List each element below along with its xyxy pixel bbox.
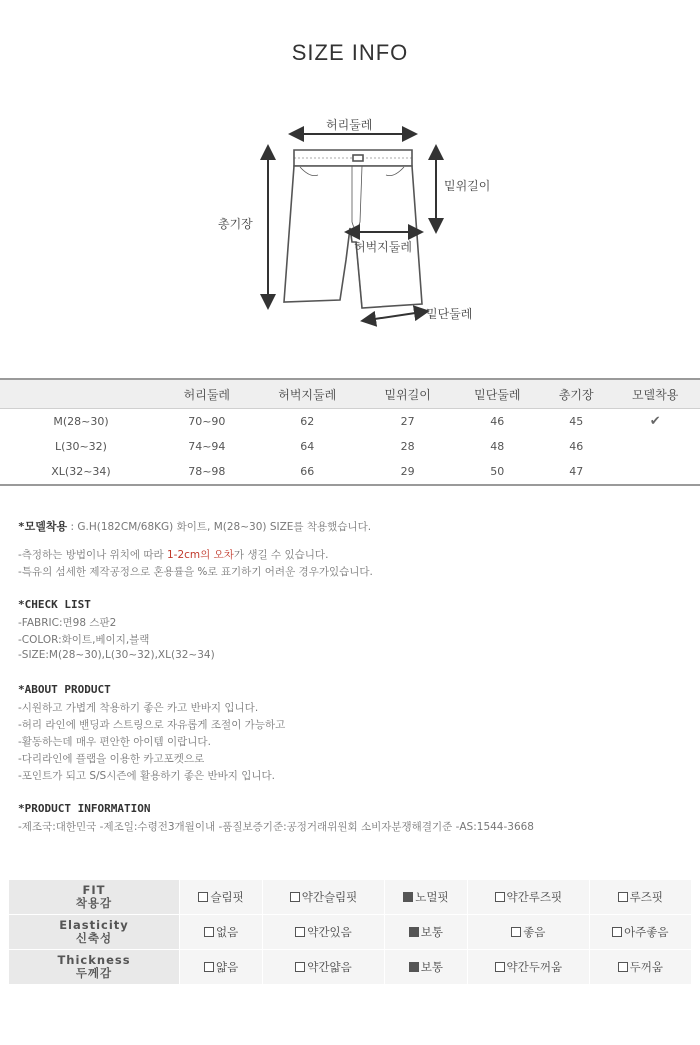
elasticity-option-label: 보통 — [420, 925, 444, 939]
waist-cell: 74~94 — [188, 440, 226, 453]
list-item: -활동하는데 매우 편안한 아이템 이랍니다. — [18, 736, 211, 748]
elasticity-option-label: 아주좋음 — [624, 925, 669, 939]
checkbox-checked-icon — [403, 892, 413, 902]
length-cell: 47 — [542, 459, 610, 485]
checkbox-icon — [295, 927, 305, 937]
about-product-heading: *ABOUT PRODUCT — [18, 683, 111, 696]
elasticity-option — [263, 915, 385, 950]
checkbox-icon — [495, 962, 505, 972]
rise-cell: 28 — [400, 440, 415, 453]
fit-label — [9, 880, 180, 915]
checkbox-icon — [495, 892, 505, 902]
header-thigh: 허벅지둘레 — [252, 379, 363, 409]
checkbox-icon — [204, 927, 214, 937]
thickness-option-label: 두꺼움 — [629, 960, 663, 974]
thickness-row — [9, 950, 692, 985]
checkbox-icon — [511, 927, 521, 937]
checkbox-icon — [290, 892, 300, 902]
thickness-label — [9, 950, 180, 985]
size-cell: M(28~30) — [53, 415, 109, 428]
elasticity-label — [9, 915, 180, 950]
waist-cell: 78~98 — [162, 459, 252, 485]
size-cell: XL(32~34) — [0, 459, 162, 485]
fit-option-label: 슬림핏 — [210, 890, 244, 904]
list-item: -COLOR:화이트,베이지,블랙 — [18, 634, 150, 646]
elasticity-option-label: 약간있음 — [307, 925, 352, 939]
size-table — [0, 378, 700, 486]
checkbox-icon — [618, 962, 628, 972]
measure-note-highlight: 1-2cm의 오차 — [167, 549, 234, 561]
header-size — [0, 379, 162, 409]
elasticity-option — [384, 915, 467, 950]
model-note-text: : G.H(182CM/68KG) 화이트, M(28~30) SIZE를 착용했습니다. — [67, 521, 372, 533]
thickness-option-label: 보통 — [420, 960, 444, 974]
header-length: 총기장 — [542, 379, 610, 409]
thigh-cell: 64 — [300, 440, 315, 453]
fit-label-ko: 착용감 — [75, 896, 113, 910]
elasticity-option-label: 없음 — [216, 925, 239, 939]
thickness-option — [180, 950, 263, 985]
elasticity-option — [589, 915, 691, 950]
check-list-heading: *CHECK LIST — [18, 598, 91, 611]
table-row — [0, 409, 700, 435]
thickness-option — [263, 950, 385, 985]
fit-row — [9, 880, 692, 915]
product-information-text: -제조국:대한민국 -제조일:수령전3개월이내 -품질보증기준:공정거래위원회 소비자분쟁해결기준 -AS:1544-3668 — [18, 821, 534, 833]
fit-option — [589, 880, 691, 915]
thickness-option — [589, 950, 691, 985]
length-cell: 46 — [569, 440, 584, 453]
checkbox-icon — [198, 892, 208, 902]
thickness-option-label: 약간얇음 — [307, 960, 352, 974]
hem-cell: 50 — [452, 459, 542, 485]
list-item: -SIZE:M(28~30),L(30~32),XL(32~34) — [18, 649, 215, 661]
page-title: SIZE INFO — [291, 40, 409, 65]
size-cell: L(30~32) — [55, 440, 107, 453]
fit-option — [180, 880, 263, 915]
checkbox-checked-icon — [409, 927, 419, 937]
product-information-heading: *PRODUCT INFORMATION — [18, 802, 151, 815]
thickness-option-label: 약간두꺼움 — [506, 960, 563, 974]
thickness-option-label: 얇음 — [216, 960, 239, 974]
shorts-diagram — [0, 0, 700, 370]
length-cell: 45 — [569, 415, 584, 428]
waist-label: 허리둘레 — [326, 118, 373, 132]
hem-cell: 48 — [490, 440, 505, 453]
model-note-heading: *모델착용 — [18, 520, 68, 533]
list-item: -포인트가 되고 S/S시즌에 활용하기 좋은 반바지 입니다. — [18, 770, 276, 782]
thickness-label-en: Thickness — [57, 953, 131, 967]
fit-label-en: FIT — [82, 883, 106, 897]
rise-cell: 29 — [363, 459, 453, 485]
list-item: -다리라인에 플랩을 이용한 카고포켓으로 — [18, 753, 205, 765]
header-hem: 밑단둘레 — [452, 379, 542, 409]
fit-option — [468, 880, 590, 915]
checkbox-icon — [295, 962, 305, 972]
length-label: 총기장 — [218, 217, 253, 231]
elasticity-option-label: 좋음 — [523, 925, 546, 939]
waist-cell: 70~90 — [188, 415, 226, 428]
checkbox-checked-icon — [409, 962, 419, 972]
thickness-option — [384, 950, 467, 985]
thigh-label: 허벅지둘레 — [354, 240, 412, 254]
rise-cell: 27 — [400, 415, 415, 428]
checkbox-icon — [618, 892, 628, 902]
measure-note-post: 가 생길 수 있습니다. — [233, 549, 329, 561]
fit-table — [8, 879, 692, 985]
fit-option — [384, 880, 467, 915]
product-notes — [18, 518, 688, 836]
fit-option-label: 루즈핏 — [629, 890, 663, 904]
fit-option-label: 노멀핏 — [415, 890, 449, 904]
thickness-option — [468, 950, 590, 985]
fit-option — [263, 880, 385, 915]
model-cell — [610, 459, 700, 485]
fit-option-label: 약간루즈핏 — [506, 890, 563, 904]
check-icon: ✔ — [649, 414, 661, 429]
thigh-cell: 62 — [300, 415, 315, 428]
checkbox-icon — [204, 962, 214, 972]
list-item: -허리 라인에 밴딩과 스트링으로 자유롭게 조절이 가능하고 — [18, 719, 286, 731]
hem-cell: 46 — [490, 415, 505, 428]
elasticity-label-en: Elasticity — [59, 918, 129, 932]
elasticity-option — [468, 915, 590, 950]
thigh-cell: 66 — [252, 459, 363, 485]
measure-note-pre: -측정하는 방법이나 위치에 따라 — [18, 549, 167, 561]
elasticity-label-ko: 신축성 — [75, 931, 113, 945]
fabric-note: -특유의 섬세한 제작공정으로 혼용률을 %로 표기하기 어려운 경우가있습니다. — [18, 566, 373, 578]
shorts-outline — [284, 150, 422, 308]
elasticity-option — [180, 915, 263, 950]
measure-note — [18, 547, 688, 564]
model-note — [18, 518, 688, 535]
fit-option-label: 약간슬림핏 — [301, 890, 358, 904]
size-table-header — [0, 379, 700, 409]
table-row — [0, 459, 700, 485]
header-waist: 허리둘레 — [162, 379, 252, 409]
hem-label: 밑단둘레 — [426, 307, 473, 321]
table-row — [0, 434, 700, 459]
elasticity-row — [9, 915, 692, 950]
list-item: -시원하고 가볍게 착용하기 좋은 카고 반바지 입니다. — [18, 702, 259, 714]
header-model: 모델착용 — [610, 379, 700, 409]
list-item: -FABRIC:면98 스판2 — [18, 617, 117, 629]
thickness-label-ko: 두께감 — [75, 966, 113, 980]
header-rise: 밑위길이 — [363, 379, 453, 409]
model-cell — [610, 434, 700, 459]
checkbox-icon — [612, 927, 622, 937]
rise-label: 밑위길이 — [444, 179, 491, 193]
